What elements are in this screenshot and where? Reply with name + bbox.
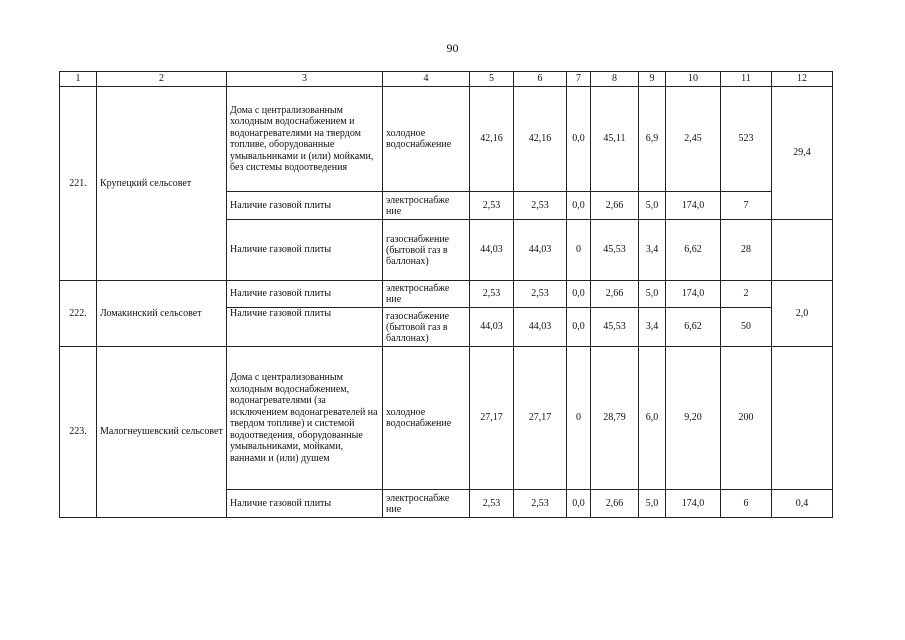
value-cell: 2,45: [666, 87, 721, 192]
value-cell: 2,53: [514, 490, 567, 518]
utility-type: электроснабже ние: [383, 192, 470, 220]
value-cell: 6,62: [666, 308, 721, 347]
value-cell: 7: [721, 192, 772, 220]
value-cell: 44,03: [470, 220, 514, 281]
value-cell: 28: [721, 220, 772, 281]
value-cell: 2,53: [470, 281, 514, 308]
value-cell: 44,03: [470, 308, 514, 347]
value-cell: 27,17: [514, 347, 567, 490]
value-cell: 174,0: [666, 192, 721, 220]
header-cell: 1: [60, 72, 97, 87]
value-cell: 5,0: [639, 490, 666, 518]
value-cell: 44,03: [514, 308, 567, 347]
housing-description: Наличие газовой плиты: [227, 220, 383, 281]
header-cell: 10: [666, 72, 721, 87]
header-cell: 4: [383, 72, 470, 87]
utility-type: электроснабже ние: [383, 281, 470, 308]
empty-cell: [772, 347, 833, 490]
value-cell: 0: [567, 347, 591, 490]
value-cell: 0,0: [567, 281, 591, 308]
value-cell: 28,79: [591, 347, 639, 490]
utility-type: холодное водоснабжение: [383, 87, 470, 192]
table-row: [60, 347, 833, 490]
housing-description: Наличие газовой плиты: [227, 192, 383, 220]
utility-type: газоснабжение (бытовой газ в баллонах): [383, 220, 470, 281]
value-cell: 5,0: [639, 281, 666, 308]
value-cell: 3,4: [639, 308, 666, 347]
settlement-name: Малогнеушевский сельсовет: [97, 347, 227, 518]
housing-description: Наличие газовой плиты: [227, 308, 383, 347]
header-row: [60, 72, 833, 87]
group-total: 29,4: [772, 87, 833, 220]
settlement-name: Крупецкий сельсовет: [97, 87, 227, 281]
value-cell: 0,0: [567, 192, 591, 220]
value-cell: 2,53: [514, 281, 567, 308]
value-cell: 45,53: [591, 220, 639, 281]
housing-description: Наличие газовой плиты: [227, 281, 383, 308]
housing-description: Наличие газовой плиты: [227, 490, 383, 518]
value-cell: 200: [721, 347, 772, 490]
value-cell: 0,0: [567, 308, 591, 347]
header-cell: 12: [772, 72, 833, 87]
value-cell: 0,0: [567, 490, 591, 518]
value-cell: 50: [721, 308, 772, 347]
header-cell: 11: [721, 72, 772, 87]
header-cell: 2: [97, 72, 227, 87]
value-cell: 2,53: [514, 192, 567, 220]
header-cell: 8: [591, 72, 639, 87]
utility-type: газоснабжение (бытовой газ в баллонах): [383, 308, 470, 347]
group-total: 0,4: [772, 490, 833, 518]
row-number: 221.: [60, 87, 97, 281]
value-cell: 2,66: [591, 192, 639, 220]
empty-cell: [772, 220, 833, 281]
housing-description: Дома с централизованным холодным водоснабжением и водонагревателями на твердом топливе, оборудованные умывальниками и (или) мойками, без системы водоотведения: [227, 87, 383, 192]
value-cell: 2,66: [591, 281, 639, 308]
value-cell: 6,62: [666, 220, 721, 281]
settlement-name: Ломакинский сельсовет: [97, 281, 227, 347]
value-cell: 27,17: [470, 347, 514, 490]
value-cell: 2,66: [591, 490, 639, 518]
value-cell: 44,03: [514, 220, 567, 281]
value-cell: 9,20: [666, 347, 721, 490]
value-cell: 174,0: [666, 490, 721, 518]
row-number: 223.: [60, 347, 97, 518]
value-cell: 3,4: [639, 220, 666, 281]
value-cell: 45,53: [591, 308, 639, 347]
tariff-table: [59, 71, 833, 518]
header-cell: 3: [227, 72, 383, 87]
value-cell: 174,0: [666, 281, 721, 308]
row-number: 222.: [60, 281, 97, 347]
value-cell: 6: [721, 490, 772, 518]
value-cell: 523: [721, 87, 772, 192]
value-cell: 6,9: [639, 87, 666, 192]
table-row: [60, 87, 833, 192]
page-number: 90: [446, 41, 459, 55]
group-total: 2,0: [772, 281, 833, 347]
value-cell: 42,16: [470, 87, 514, 192]
utility-type: электроснабже ние: [383, 490, 470, 518]
table-row: [60, 281, 833, 308]
value-cell: 2,53: [470, 490, 514, 518]
value-cell: 5,0: [639, 192, 666, 220]
value-cell: 45,11: [591, 87, 639, 192]
value-cell: 0,0: [567, 87, 591, 192]
value-cell: 0: [567, 220, 591, 281]
header-cell: 5: [470, 72, 514, 87]
header-cell: 9: [639, 72, 666, 87]
value-cell: 2: [721, 281, 772, 308]
value-cell: 2,53: [470, 192, 514, 220]
value-cell: 6,0: [639, 347, 666, 490]
housing-description: Дома с централизованным холодным водоснабжением, водонагревателями (за исключением водонагревателей на твердом топливе) и системой водоотведения, оборудованные умывальниками, мойками, ваннами и (или) душем: [227, 347, 383, 490]
value-cell: 42,16: [514, 87, 567, 192]
header-cell: 6: [514, 72, 567, 87]
utility-type: холодное водоснабжение: [383, 347, 470, 490]
header-cell: 7: [567, 72, 591, 87]
